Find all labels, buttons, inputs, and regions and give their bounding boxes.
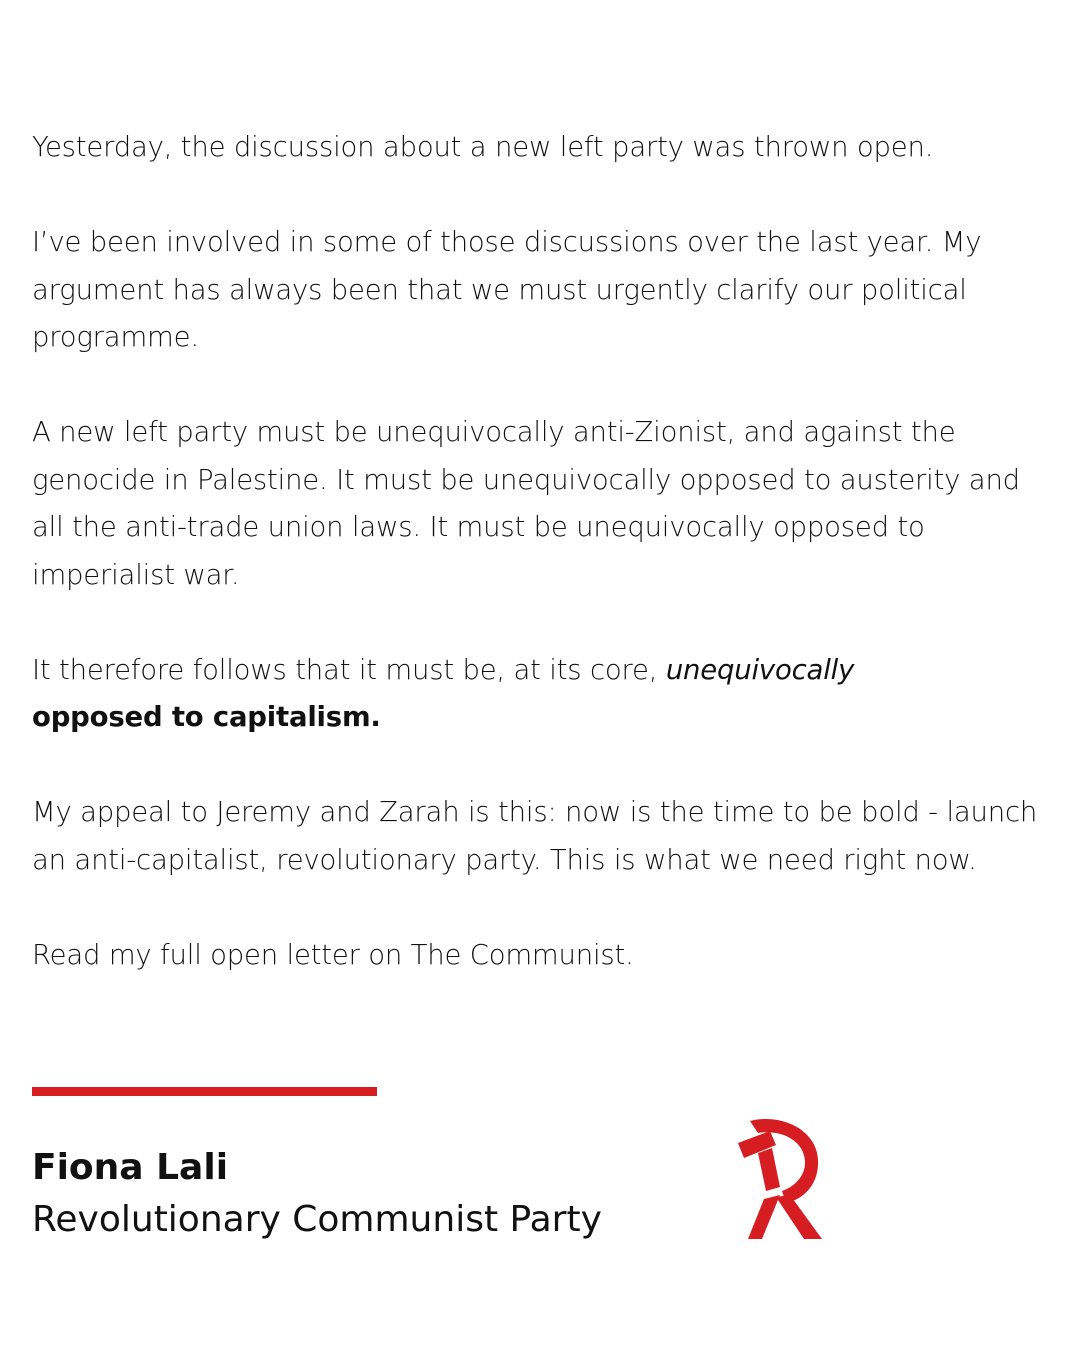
hammer-sickle-r-logo-icon — [728, 1115, 824, 1245]
emphasis-unequivocally: unequivocally — [665, 653, 855, 686]
paragraph-capitalism-lead: It therefore follows that it must be, at its core, — [32, 653, 666, 686]
letter-body — [32, 124, 1052, 979]
paragraph-read-more: Read my full open letter on The Communist. — [32, 938, 634, 971]
paragraph-appeal: My appeal to Jeremy and Zarah is this: now is the time to be bold - launch an anti-capitalist, revolutionary party. This is what we need right now. — [32, 796, 1038, 876]
paragraph-capitalism — [32, 647, 1052, 742]
paragraph-intro: Yesterday, the discussion about a new left party was thrown open. — [32, 131, 934, 163]
author-organization: Revolutionary Communist Party — [32, 1199, 602, 1240]
accent-divider — [32, 1087, 377, 1096]
paragraph-programme: A new left party must be unequivocally anti-Zionist, and against the genocide in Palestine. It must be unequivocally opposed to austerity and all the anti-trade union laws. It must be unequivocally opposed to imperialist war. — [32, 416, 1020, 591]
author-name: Fiona Lali — [32, 1147, 229, 1188]
emphasis-opposed-to-capitalism: opposed to capitalism. — [32, 701, 381, 733]
paragraph-involvement: I’ve been involved in some of those discussions over the last year. My argument has always been that we must urgently clarify our political programme. — [32, 226, 982, 353]
